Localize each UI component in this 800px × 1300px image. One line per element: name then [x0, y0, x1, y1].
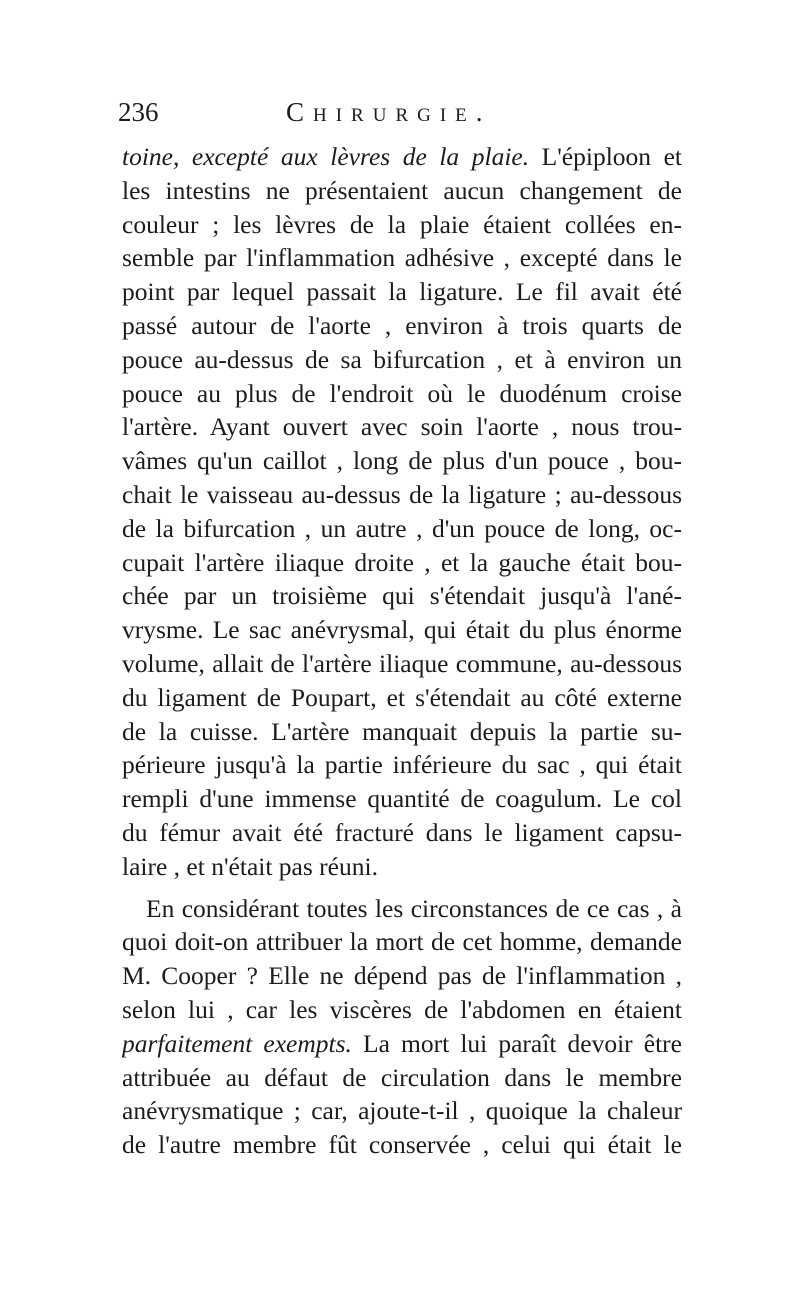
paragraph-1 [122, 140, 682, 884]
text-line: de l'autre membre fût conservée , celui qui était le [122, 1130, 682, 1160]
text-line: point par lequel passait la ligature. Le fil avait été [122, 277, 682, 307]
text-run: L'épiploon et [529, 142, 682, 171]
text-line: cupait l'artère iliaque droite , et la gauche était bou- [122, 547, 682, 577]
text-line: les intestins ne présentaient aucun changement de [122, 175, 682, 205]
text-line: rempli d'une immense quantité de coagulum. Le col [122, 784, 682, 814]
text-line [122, 1027, 682, 1061]
text-line: En considérant toutes les circonstances de ce cas , à [146, 893, 682, 923]
text-line: quoi doit-on attribuer la mort de cet homme, demande [122, 927, 682, 957]
text-line: pouce au-dessus de sa bifurcation , et à environ un [122, 344, 682, 374]
text-line: chée par un troisième qui s'étendait jusqu'à l'ané- [122, 581, 682, 611]
text-line: l'artère. Ayant ouvert avec soin l'aorte , nous trou- [122, 412, 682, 442]
body-text [122, 140, 682, 1162]
page-number: 236 [118, 97, 159, 127]
running-title: Chirurgie. [286, 97, 492, 127]
italic-phrase: toine, excepté aux lèvres de la plaie. [122, 142, 530, 171]
text-line [122, 140, 682, 174]
text-line: vrysme. Le sac anévrysmal, qui était du plus énorme [122, 615, 682, 645]
text-line: pouce au plus de l'endroit où le duodénum croise [122, 378, 682, 408]
text-line: laire , et n'était pas réuni. [122, 851, 378, 881]
text-line: M. Cooper ? Elle ne dépend pas de l'inflammation , [122, 961, 682, 991]
text-line: de la bifurcation , un autre , d'un pouce de long, oc- [122, 513, 682, 543]
text-line: vâmes qu'un caillot , long de plus d'un pouce , bou- [122, 446, 682, 476]
text-line: volume, allait de l'artère iliaque commune, au-dessous [122, 648, 682, 678]
paragraph-spacer [122, 884, 682, 892]
text-run: La mort lui paraît devoir être [351, 1028, 682, 1058]
text-line: passé autour de l'aorte , environ à trois quarts de [122, 310, 682, 340]
text-line: anévrysmatique ; car, ajoute-t-il , quoique la chaleur [122, 1096, 682, 1126]
paragraph-2 [122, 892, 682, 1162]
text-line: couleur ; les lèvres de la plaie étaient collées en- [122, 209, 682, 239]
text-line: périeure jusqu'à la partie inférieure du sac , qui était [122, 750, 682, 780]
text-line: semble par l'inflammation adhésive , excepté dans le [122, 243, 682, 273]
text-line: du ligament de Poupart, et s'étendait au côté externe [122, 682, 682, 712]
text-line: de la cuisse. L'artère manquait depuis la partie su- [122, 716, 682, 746]
text-line: chait le vaisseau au-dessus de la ligature ; au-dessous [122, 479, 682, 509]
text-line: attribuée au défaut de circulation dans le membre [122, 1062, 682, 1092]
text-line: selon lui , car les viscères de l'abdomen en étaient [122, 994, 682, 1024]
text-line: du fémur avait été fracturé dans le ligament capsu- [122, 817, 682, 847]
italic-phrase: parfaitement exempts. [122, 1028, 352, 1058]
running-head [118, 92, 678, 132]
